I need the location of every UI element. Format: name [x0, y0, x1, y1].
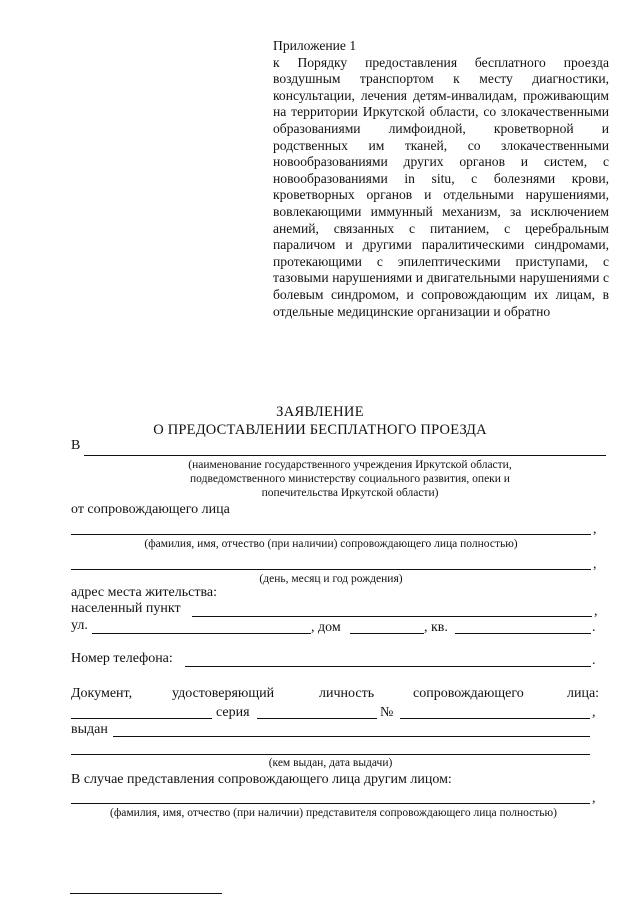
doc-word-3: личность	[319, 686, 375, 701]
birth-comma: ,	[593, 557, 597, 572]
street-label: ул.	[71, 618, 88, 633]
locality-field[interactable]	[192, 616, 592, 617]
phone-period: .	[592, 653, 596, 668]
document-subtitle: О ПРЕДОСТАВЛЕНИИ БЕСПЛАТНОГО ПРОЕЗДА	[153, 422, 487, 438]
document-comma: ,	[592, 705, 596, 720]
representative-field[interactable]	[71, 803, 590, 804]
series-label: серия	[216, 705, 250, 720]
appendix-text: к Порядку предоставления бесплатного проезда воздушным транспортом к месту диагностики, консультации, лечения детям-инвалидам, проживающим на территории Иркутской области, со злокачественными образованиями лимфоидной, кроветворной и родственных им тканей, со злокачественными новообразованиями других органов и систем, с новообразованиями in situ, с болезнями крови, кроветворных органов и отдельными нарушениями, вовлекающими иммунный механизм, за исключением анемий, связанных с питанием, с церебральным параличом и другими паралитическими синдромами, протекающими с эпилептическими приступами, с тазовыми нарушениями и двигательными нарушениями с болевым синдромом, и сопровождающим их лицам, в отдельные медицинские организации и обратно	[273, 54, 609, 319]
issued-field-line-2[interactable]	[71, 754, 590, 755]
from-label: от сопровождающего лица	[71, 502, 230, 517]
phone-field[interactable]	[185, 666, 591, 667]
address-period: .	[592, 620, 596, 635]
issued-caption: (кем выдан, дата выдачи)	[268, 757, 393, 769]
institution-field[interactable]	[84, 455, 606, 456]
address-label: адрес места жительства:	[71, 585, 217, 600]
institution-caption-3: попечительства Иркутской области)	[261, 487, 439, 499]
house-field[interactable]	[350, 633, 424, 634]
fio-caption: (фамилия, имя, отчество (при наличии) сопровождающего лица полностью)	[144, 538, 518, 550]
appendix-block	[273, 38, 609, 320]
house-label: , дом	[311, 620, 341, 635]
apartment-label: , кв.	[424, 620, 448, 635]
locality-comma: ,	[594, 604, 598, 619]
street-field[interactable]	[92, 633, 311, 634]
representative-caption: (фамилия, имя, отчество (при наличии) представителя сопровождающего лица полностью)	[110, 807, 557, 819]
institution-caption-2: подведомственного министерству социального развития, опеки и	[190, 473, 510, 485]
institution-caption-1: (наименование государственного учреждения Иркутской области,	[188, 459, 512, 471]
locality-label: населенный пункт	[71, 601, 181, 616]
apartment-field[interactable]	[455, 633, 591, 634]
doc-word-1: Документ,	[71, 686, 133, 701]
footnote-separator	[70, 893, 222, 894]
doc-word-5: лица:	[567, 686, 600, 701]
document-type-field[interactable]	[71, 718, 212, 719]
document-title: ЗАЯВЛЕНИЕ	[276, 404, 364, 420]
number-field[interactable]	[400, 718, 590, 719]
issued-label: выдан	[71, 722, 108, 737]
fio-comma: ,	[593, 522, 597, 537]
to-prefix: В	[71, 438, 81, 453]
birth-date-field[interactable]	[71, 569, 591, 570]
number-label: №	[380, 705, 394, 720]
series-field[interactable]	[257, 718, 377, 719]
appendix-heading: Приложение 1	[273, 38, 357, 53]
fio-field[interactable]	[71, 534, 591, 535]
representative-label: В случае представления сопровождающего лица другим лицом:	[71, 772, 452, 787]
phone-label: Номер телефона:	[71, 651, 173, 666]
doc-word-2: удостоверяющий	[172, 686, 275, 701]
issued-field-line-1[interactable]	[113, 736, 590, 737]
representative-comma: ,	[592, 791, 596, 806]
doc-word-4: сопровождающего	[413, 686, 524, 701]
birth-caption: (день, месяц и год рождения)	[259, 573, 403, 585]
